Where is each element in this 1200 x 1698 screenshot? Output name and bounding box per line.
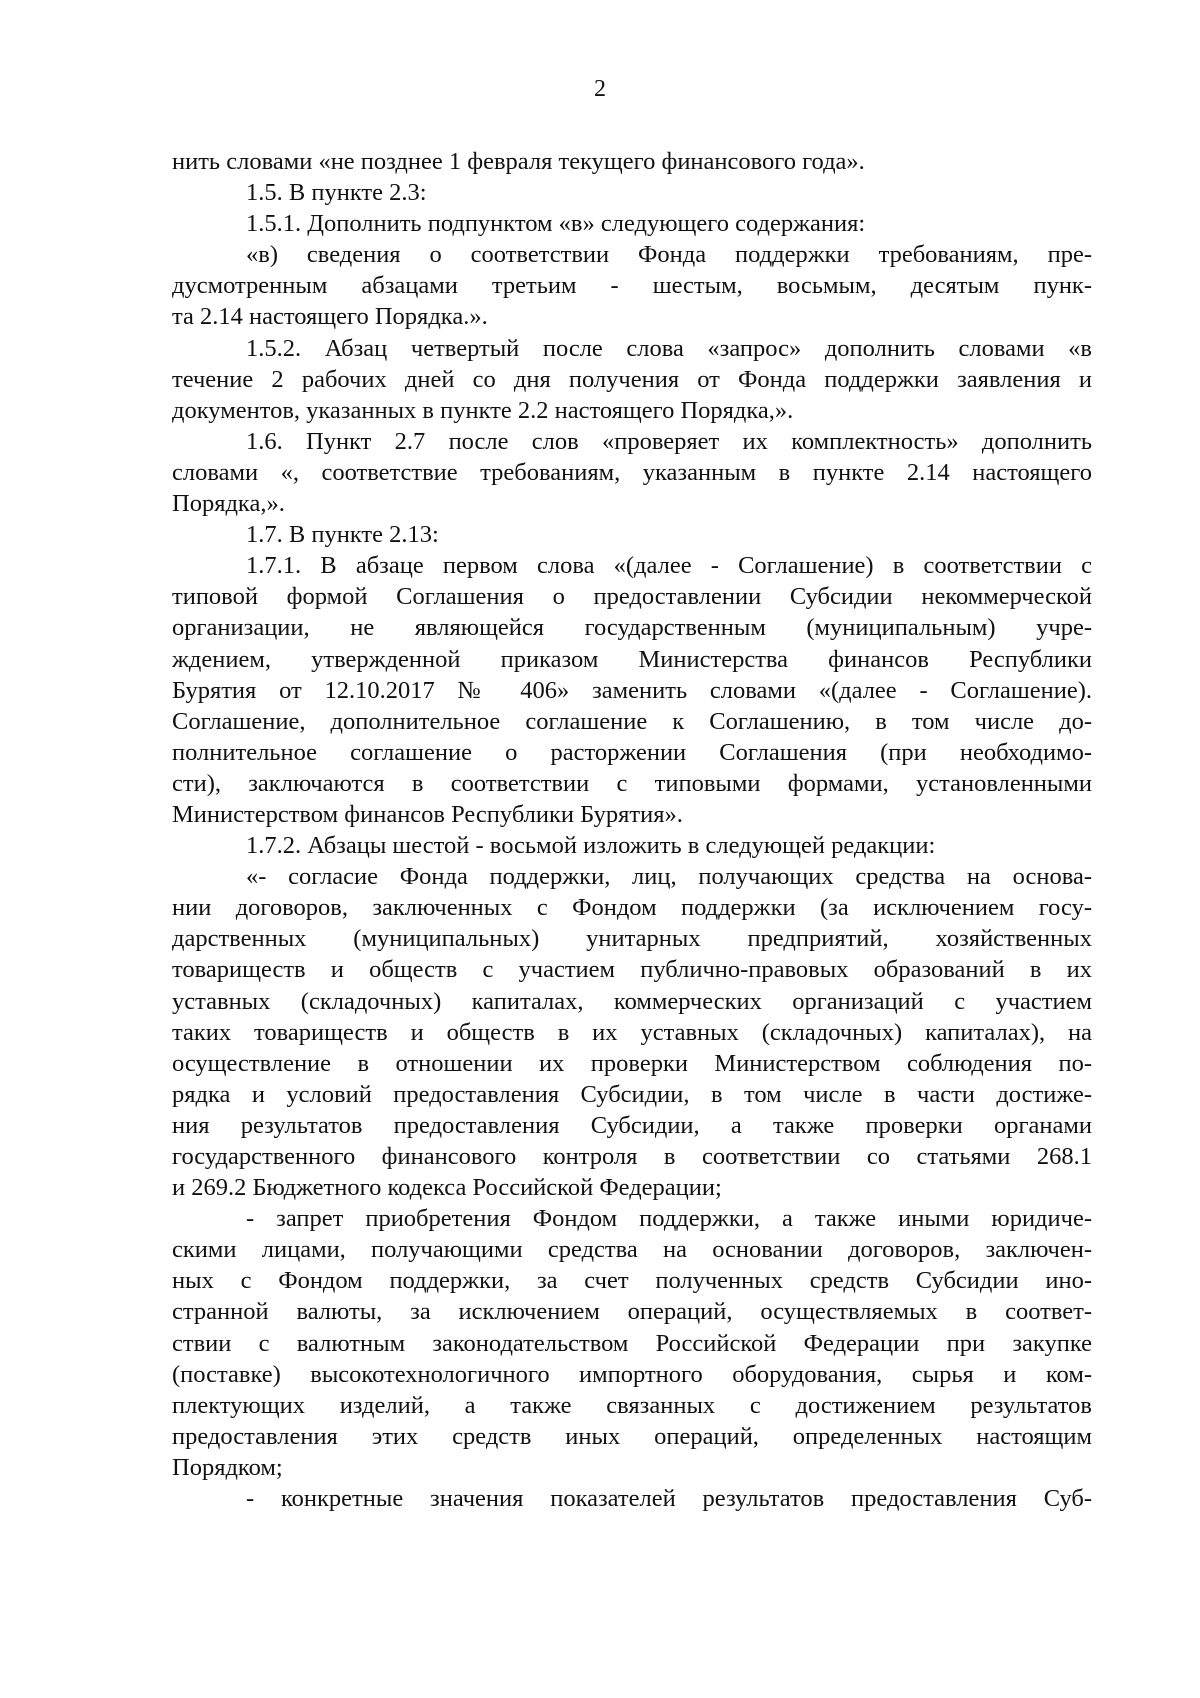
- text-line: ния результатов предоставления Субсидии, а также проверки органами: [172, 1111, 1092, 1139]
- text-line: Бурятия от 12.10.2017 № 406» заменить словами «(далее - Соглашение).: [172, 676, 1092, 704]
- text-line: предоставления этих средств иных операций, определенных настоящим: [172, 1422, 1092, 1450]
- text-line: 1.7.2. Абзацы шестой - восьмой изложить в следующей редакции:: [246, 832, 936, 860]
- text-line: Порядка,».: [172, 490, 285, 518]
- text-line: словами «, соответствие требованиям, указанным в пункте 2.14 настоящего: [172, 458, 1092, 486]
- text-line: «в) сведения о соответствии Фонда поддержки требованиям, пре-: [246, 241, 1092, 269]
- text-line: та 2.14 настоящего Порядка.».: [172, 303, 488, 331]
- text-line: (поставке) высокотехнологичного импортного оборудования, сырья и ком-: [172, 1360, 1092, 1388]
- text-line: 1.7. В пункте 2.13:: [246, 521, 439, 549]
- text-line: Министерством финансов Республики Бурятия».: [172, 800, 683, 828]
- text-line: рядка и условий предоставления Субсидии, в том числе в части достиже-: [172, 1080, 1092, 1108]
- text-line: сти), заключаются в соответствии с типовыми формами, установленными: [172, 769, 1092, 797]
- document-body: [172, 146, 1092, 1514]
- text-line: ствии с валютным законодательством Российской Федерации при закупке: [172, 1329, 1092, 1357]
- text-line: дарственных (муниципальных) унитарных предприятий, хозяйственных: [172, 925, 1092, 953]
- text-line: государственного финансового контроля в соответствии со статьями 268.1: [172, 1143, 1092, 1170]
- text-line: таких товариществ и обществ в их уставных (складочных) капиталах), на: [172, 1018, 1092, 1046]
- text-line: и 269.2 Бюджетного кодекса Российской Федерации;: [172, 1174, 722, 1202]
- text-line: 1.5.1. Дополнить подпунктом «в» следующего содержания:: [246, 210, 866, 238]
- text-line: 1.7.1. В абзаце первом слова «(далее - Соглашение) в соответствии с: [246, 552, 1092, 580]
- text-line: товариществ и обществ с участием публично-правовых образований в их: [172, 956, 1092, 984]
- text-line: Соглашение, дополнительное соглашение к Соглашению, в том числе до-: [172, 707, 1092, 735]
- page-number: 2: [594, 76, 606, 102]
- text-line: типовой формой Соглашения о предоставлении Субсидии некоммерческой: [172, 583, 1092, 611]
- text-line: 1.5. В пункте 2.3:: [246, 179, 427, 207]
- text-line: уставных (складочных) капиталах, коммерческих организаций с участием: [172, 987, 1092, 1015]
- text-line: «- согласие Фонда поддержки, лиц, получающих средства на основа-: [246, 863, 1092, 891]
- text-line: дусмотренным абзацами третьим - шестым, восьмым, десятым пунк-: [172, 272, 1092, 300]
- text-line: документов, указанных в пункте 2.2 настоящего Порядка,».: [172, 396, 794, 424]
- text-line: плектующих изделий, а также связанных с достижением результатов: [172, 1391, 1092, 1419]
- text-line: течение 2 рабочих дней со дня получения от Фонда поддержки заявления и: [172, 365, 1092, 393]
- text-line: ждением, утвержденной приказом Министерства финансов Республики: [172, 645, 1092, 673]
- text-line: странной валюты, за исключением операций, осуществляемых в соответ-: [172, 1298, 1092, 1326]
- text-line: полнительное соглашение о расторжении Соглашения (при необходимо-: [172, 738, 1092, 766]
- text-line: 1.6. Пункт 2.7 после слов «проверяет их комплектность» дополнить: [246, 427, 1092, 455]
- text-line: - конкретные значения показателей результатов предоставления Суб-: [246, 1485, 1092, 1513]
- text-line: организации, не являющейся государственным (муниципальным) учре-: [172, 614, 1092, 642]
- text-line: 1.5.2. Абзац четвертый после слова «запрос» дополнить словами «в: [246, 334, 1092, 362]
- text-line: Порядком;: [172, 1453, 283, 1481]
- text-line: нить словами «не позднее 1 февраля текущего финансового года».: [172, 148, 865, 175]
- text-line: ных с Фондом поддержки, за счет полученных средств Субсидии ино-: [172, 1267, 1092, 1295]
- text-line: - запрет приобретения Фондом поддержки, а также иными юридиче-: [246, 1205, 1092, 1233]
- text-line: нии договоров, заключенных с Фондом поддержки (за исключением госу-: [172, 894, 1092, 922]
- text-line: скими лицами, получающими средства на основании договоров, заключен-: [172, 1236, 1092, 1264]
- text-line: осуществление в отношении их проверки Министерством соблюдения по-: [172, 1049, 1092, 1077]
